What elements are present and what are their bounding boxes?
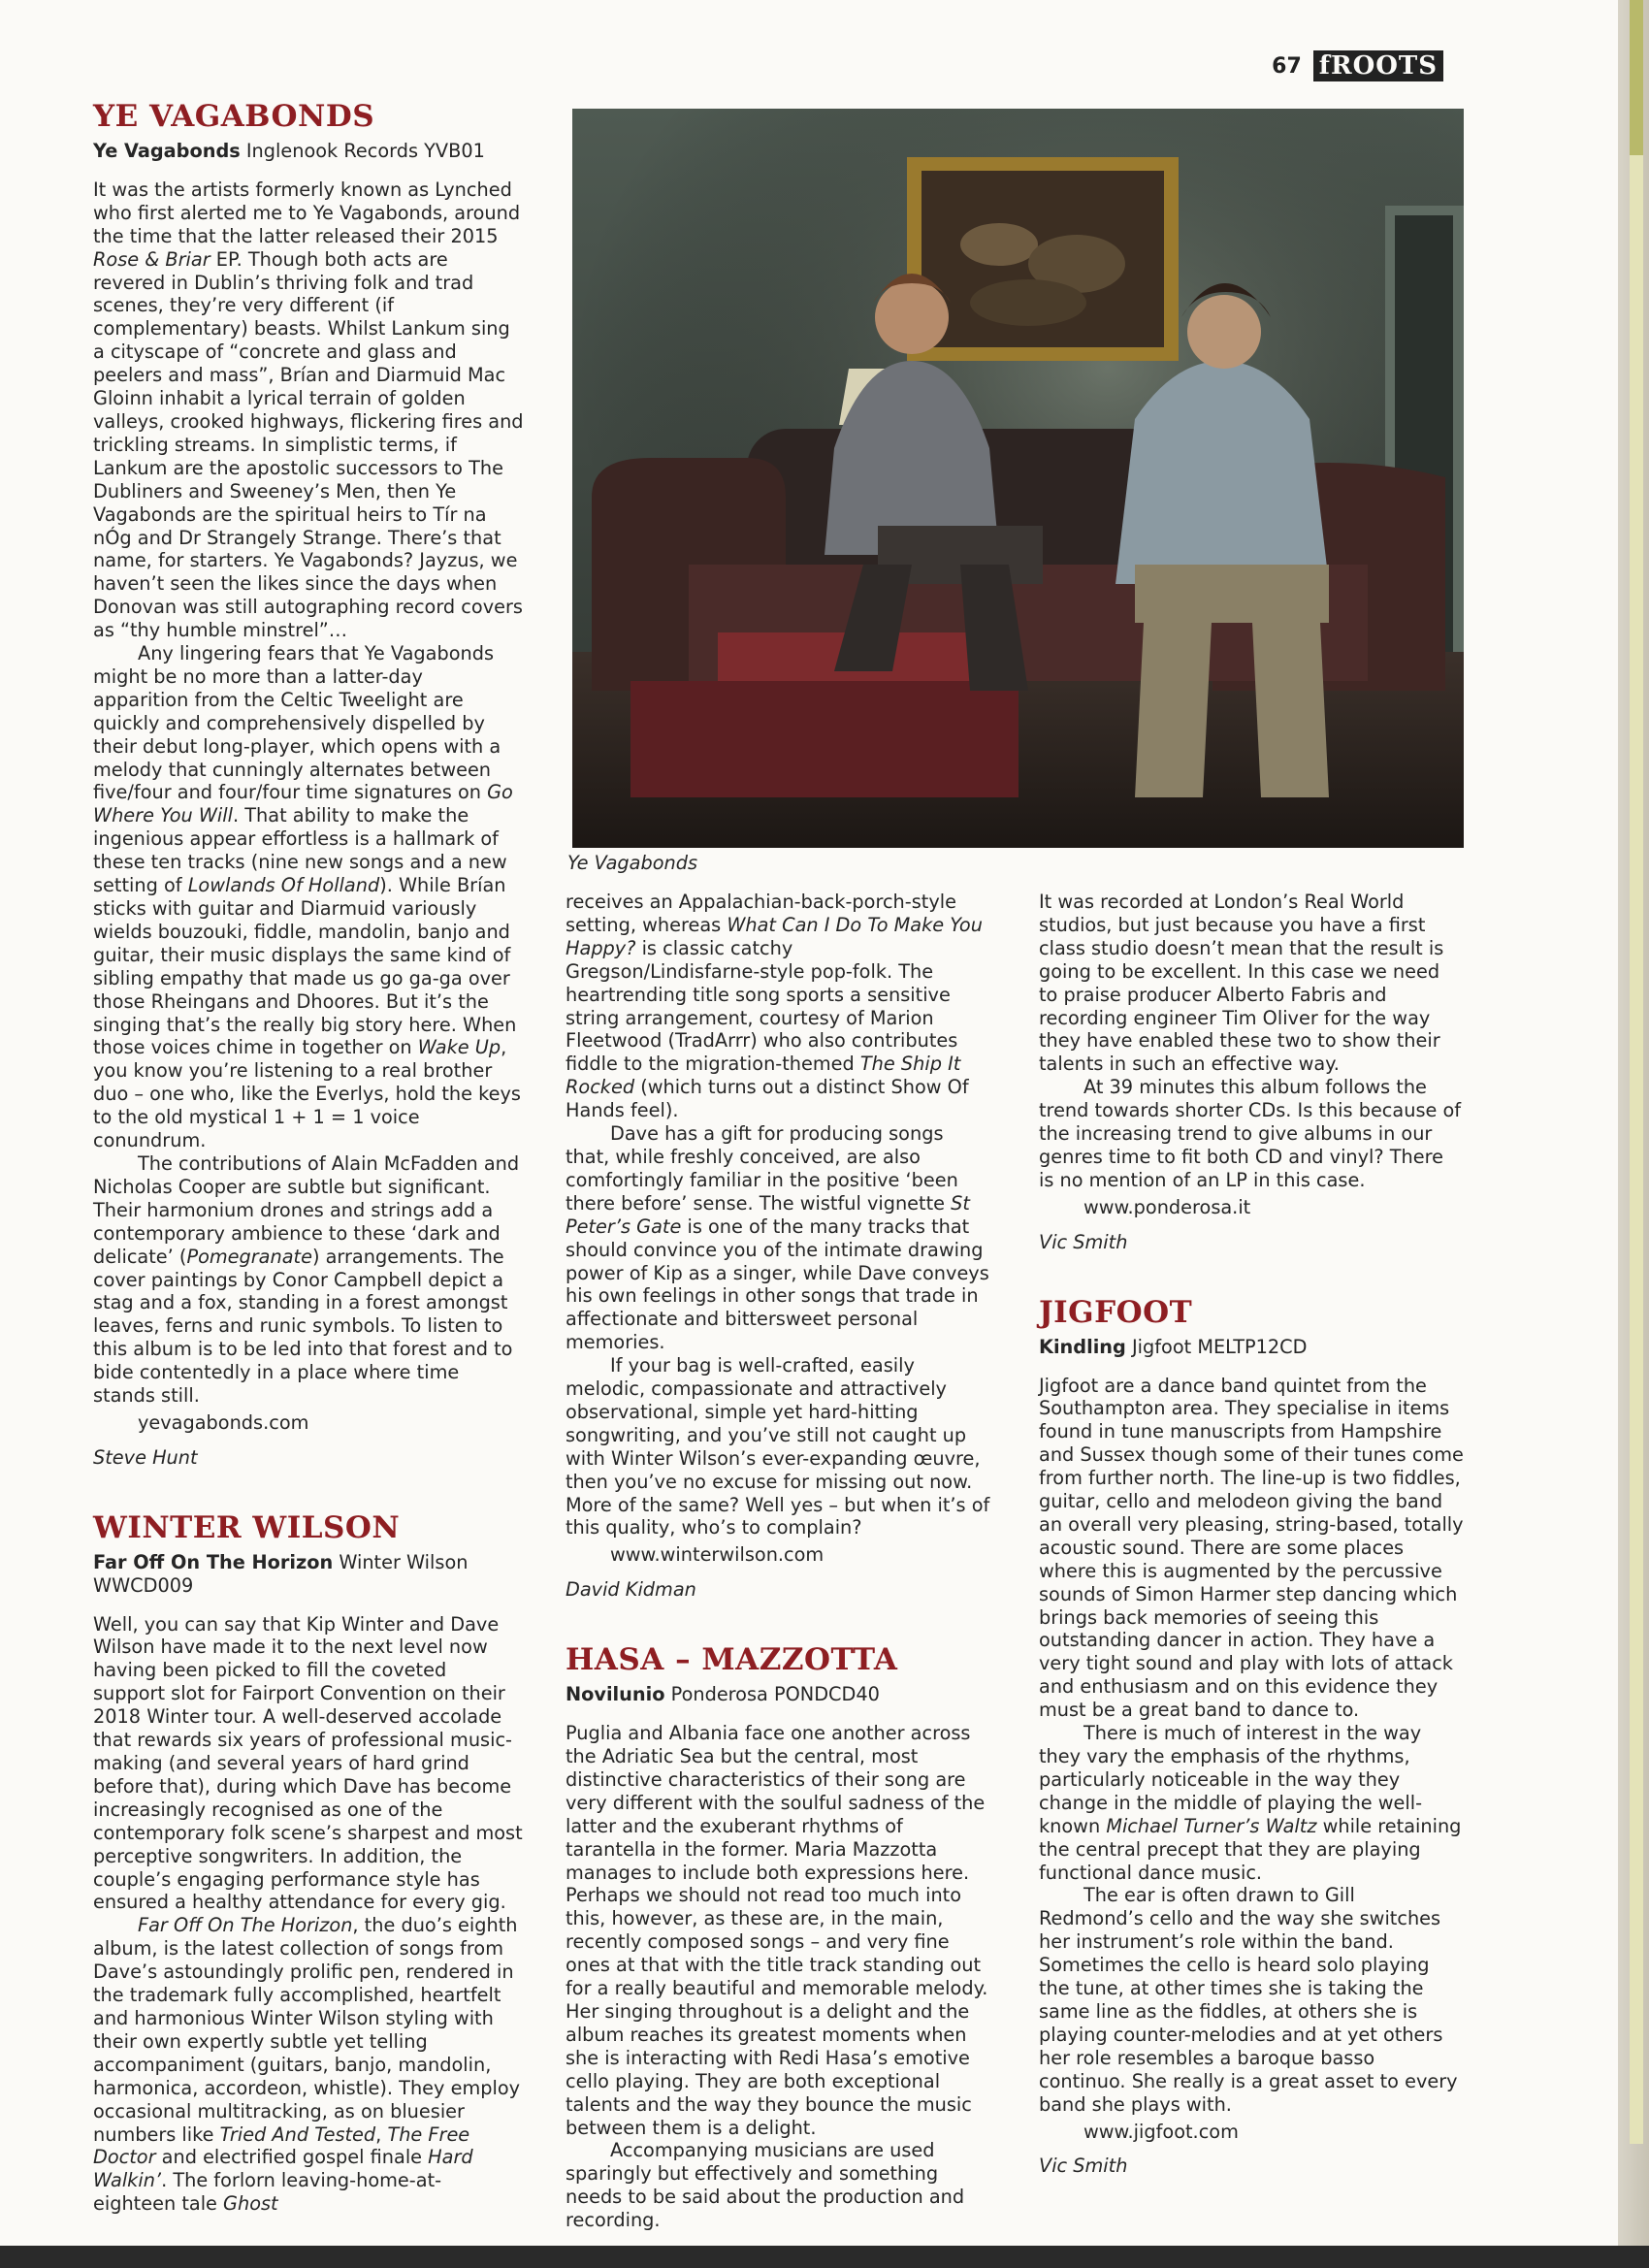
review-paragraph: Any lingering fears that Ye Vagabonds might be no more than a latter-day apparition from the Celtic Tweelight are quickly and comprehensively dispelled by their debut long-player, which opens with a melody that cunningly alternates between five/four and four/four time signatures on Go Where You Will. That ability to make the ingenious appear effortless is a hallmark of these ten tracks (nine new songs and a new setting of Lowlands Of Holland). While Brían sticks with guitar and Diarmuid variously wields bouzouki, fiddle, mandolin, banjo and guitar, their music displays the same kind of sibling empathy that made us go ga-ga over those Rheingans and Dhoores. But it’s the singing that’s the really big story here. When those voices chime in together on Wake Up, you know you’re listening to a real brother duo – one who, like the Everlys, hold the keys to the old mystical 1 + 1 = 1 voice conundrum. bbox=[93, 642, 521, 1152]
website-link[interactable]: www.jigfoot.com bbox=[1083, 2120, 1239, 2143]
review-title: YE VAGABONDS bbox=[93, 99, 375, 134]
website-link[interactable]: www.winterwilson.com bbox=[610, 1543, 824, 1567]
website-link[interactable]: yevagabonds.com bbox=[138, 1410, 309, 1434]
review-paragraph: Well, you can say that Kip Winter and Dave Wilson have made it to the next level now having been picked to fill the coveted support slot for Fairport Convention on their 2018 Winter tour. A well-deserved accolade that rewards six years of professional music-making (and several years of hard grind before that), during which Dave has become increasingly recognised as one of the contemporary folk scene’s sharpest and most perceptive songwriters. In addition, the couple’s engaging performance style has ensured a healthy attendance for every gig. bbox=[93, 1612, 523, 1914]
review-paragraph: Puglia and Albania face one another across the Adriatic Sea but the central, most distinctive characteristics of their song are very different with the soulful sadness of the latter and the exuberant rhythms of tarantella in the former. Maria Mazzotta manages to include both expressions here. Perhaps we should not read too much into this, however, as these are, in the main, recently composed songs – and very fine ones at that with the title track standing out for a really beautiful and memorable melody. Her singing throughout is a delight and the album reaches its greatest moments when she is interacting with Redi Hasa’s emotive cello playing. They are both exceptional talents and the way they bounce the music between them is a delight. bbox=[566, 1722, 988, 2139]
review-paragraph: Jigfoot are a dance band quintet from the Southampton area. They specialise in items found in tune manuscripts from Hampshire and Sussex though some of their tunes come from further north. The line-up is two fiddles, guitar, cello and melodeon giving the band an overall very pleasing, string-based, totally acoustic sound. There are some places where this is augmented by the percussive sounds of Simon Harmer step dancing which brings back memories of seeing this outstanding dancer in action. They have a very tight sound and play with lots of attack and enthusiasm and on this evidence they must be a great band to dance to. bbox=[1039, 1374, 1464, 1722]
review-paragraph: Accompanying musicians are used sparingly but effectively and something needs to be said about the production and recording. bbox=[566, 2139, 965, 2232]
magazine-logo: fROOTS bbox=[1313, 50, 1443, 81]
review-jigfoot bbox=[1039, 1293, 1464, 2179]
review-album-info bbox=[1039, 1336, 1464, 1359]
review-ye-vagabonds bbox=[93, 97, 524, 1470]
review-paragraph: Far Off On The Horizon, the duo’s eighth album, is the latest collection of songs from Dave’s astoundingly prolific pen, rendered in the trademark fully accomplished, heartfelt and harmonious Winter Wilson styling with their own expertly subtle yet telling accompaniment (guitars, banjo, mandolin, harmonica, accordeon, whistle). They employ occasional multitracking, as on bluesier numbers like Tried And Tested, The Free Doctor and electrified gospel finale Hard Walkin’. The forlorn leaving-home-at-eighteen tale Ghost bbox=[93, 1914, 521, 2216]
album-title: Ye Vagabonds bbox=[93, 140, 241, 162]
record-label: Winter Wilson WWCD009 bbox=[93, 1550, 469, 1597]
review-author: Vic Smith bbox=[1039, 2155, 1128, 2178]
column-2 bbox=[566, 891, 990, 2232]
album-title: Kindling bbox=[1039, 1335, 1126, 1358]
review-paragraph: There is much of interest in the way they vary the emphasis of the rhythms, particularly noticeable in the way they change in the middle of playing the well-known Michael Turner’s Waltz while retaining the central precept that they are playing functional dance music. bbox=[1039, 1722, 1462, 1884]
record-label: Inglenook Records YVB01 bbox=[245, 140, 485, 162]
review-album-info bbox=[93, 1551, 524, 1598]
page-number: 67 bbox=[1272, 53, 1302, 79]
album-title: Far Off On The Horizon bbox=[93, 1550, 334, 1573]
page-header bbox=[1272, 50, 1443, 81]
review-author: Vic Smith bbox=[1039, 1230, 1128, 1253]
review-hasa-mazzotta-continued bbox=[1039, 891, 1464, 1254]
review-paragraph: Dave has a gift for producing songs that, while freshly conceived, are also comfortingly familiar in the positive ‘been there before’ sense. The wistful vignette St Peter’s Gate is one of the many tracks that should convince you of the intimate drawing power of Kip as a singer, while Dave conveys his own feelings in other songs that trade in affectionate and bittersweet personal memories. bbox=[566, 1122, 989, 1354]
album-title: Novilunio bbox=[566, 1683, 665, 1706]
review-paragraph: It was the artists formerly known as Lynched who first alerted me to Ye Vagabonds, around the time that the latter released their 2015 Rose & Briar EP. Though both acts are revered in Dublin’s thriving folk and trad scenes, they’re very different (if complementary) beasts. Whilst Lankum sing a cityscape of “concrete and glass and peelers and mass”, Brían and Diarmuid Mac Gloinn inhabit a lyrical terrain of golden valleys, crooked highways, flickering fires and trickling streams. In simplistic terms, if Lankum are the apostolic successors to The Dubliners and Sweeney’s Men, then Ye Vagabonds are the spiritual heirs to Tír na nÓg and Dr Strangely Strange. There’s that name, for starters. Ye Vagabonds? Jayzus, we haven’t seen the likes since the days when Donovan was still autographing record covers as “thy humble minstrel”… bbox=[93, 178, 524, 642]
review-paragraph: At 39 minutes this album follows the trend towards shorter CDs. Is this because of the increasing trend to give albums in our genres time to fit both CD and vinyl? There is no mention of an LP in this case. bbox=[1039, 1076, 1462, 1191]
review-title: JIGFOOT bbox=[1039, 1294, 1193, 1330]
review-author: David Kidman bbox=[566, 1578, 696, 1602]
review-paragraph: receives an Appalachian-back-porch-style setting, whereas What Can I Do To Make You Happy? is classic catchy Gregson/Lindisfarne-style pop-folk. The heartrending title song sports a sensitive string arrangement, courtesy of Marion Fleetwood (TradArrr) who also contributes fiddle to the migration-themed The Ship It Rocked (which turns out a distinct Show Of Hands feel). bbox=[566, 891, 983, 1122]
review-author: Steve Hunt bbox=[93, 1445, 198, 1469]
record-label: Jigfoot MELTP12CD bbox=[1131, 1335, 1308, 1358]
scan-edge-bottom bbox=[0, 2246, 1649, 2268]
review-winter-wilson bbox=[93, 1508, 524, 2216]
review-paragraph: It was recorded at London’s Real World studios, but just because you have a first class studio doesn’t mean that the result is going to be excellent. In this case we need to praise producer Alberto Fabris and recording engineer Tim Oliver for the way they have enabled these two to show their talents in such an effective way. bbox=[1039, 891, 1444, 1076]
review-album-info bbox=[93, 140, 524, 163]
column-3 bbox=[1039, 891, 1464, 2178]
review-title: HASA – MAZZOTTA bbox=[566, 1642, 898, 1678]
website-link[interactable]: www.ponderosa.it bbox=[1083, 1195, 1251, 1218]
review-paragraph: If your bag is well-crafted, easily melodic, compassionate and attractively observational, simple yet hard-hitting songwriting, and you’ve still not caught up with Winter Wilson’s ever-expanding œuvre, then you’ve no excuse for missing out now. More of the same? Well yes – but when it’s of this quality, who’s to complain? bbox=[566, 1354, 990, 1539]
review-hasa-mazzotta bbox=[566, 1640, 990, 2232]
band-photo bbox=[572, 109, 1464, 848]
column-1 bbox=[93, 97, 524, 2216]
band-photo-image bbox=[572, 109, 1464, 848]
scan-edge-yellow bbox=[1630, 155, 1643, 2144]
review-paragraph: The ear is often drawn to Gill Redmond’s cello and the way she switches her instrument’s role within the band. Sometimes the cello is heard solo playing the tune, at other times she is taking the same line as the fiddles, at others she is playing counter-melodies and at yet others her role resembles a baroque basso continuo. She really is a great asset to every band she plays with. bbox=[1039, 1884, 1458, 2116]
photo-caption: Ye Vagabonds bbox=[567, 852, 698, 874]
review-paragraph: The contributions of Alain McFadden and Nicholas Cooper are subtle but significant. Their harmonium drones and strings add a contemporary ambience to these ‘dark and delicate’ (Pomegranate) arrangements. The cover paintings by Conor Campbell depict a stag and a fox, standing in a forest amongst leaves, ferns and runic symbols. To listen to this album is to be led into that forest and to bide contentedly in a place where time stands still. bbox=[93, 1151, 520, 1408]
review-winter-wilson-continued bbox=[566, 891, 990, 1602]
review-title: WINTER WILSON bbox=[93, 1509, 401, 1545]
record-label: Ponderosa PONDCD40 bbox=[670, 1683, 880, 1706]
scan-edge-green bbox=[1630, 0, 1643, 155]
review-album-info bbox=[566, 1683, 990, 1706]
scan-edge-right bbox=[1618, 0, 1649, 2268]
